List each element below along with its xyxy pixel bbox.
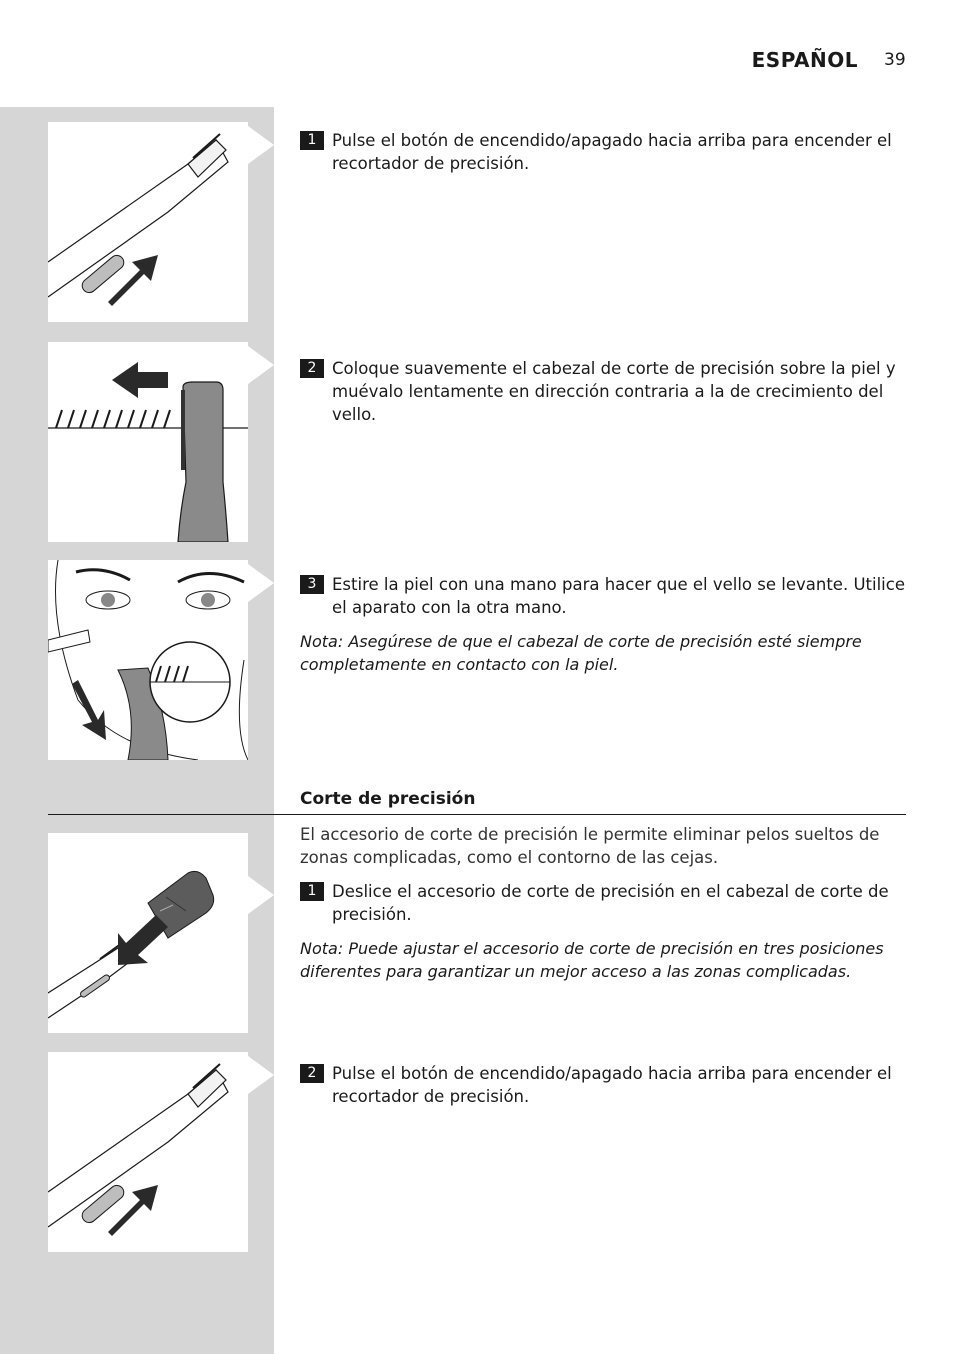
step-number: 1 — [300, 131, 324, 150]
pointer-notch — [248, 876, 274, 914]
pointer-notch — [248, 346, 274, 384]
step-item — [300, 573, 906, 619]
step-text: Pulse el botón de encendido/apagado hacia arriba para encender el recortador de precisión. — [332, 131, 892, 173]
step-item — [300, 129, 906, 175]
step-number: 3 — [300, 575, 324, 594]
section-title: Corte de precisión — [300, 789, 476, 809]
step-text: Coloque suavemente el cabezal de corte de precisión sobre la piel y muévalo lentamente en dirección contraria a la de crecimiento del vello. — [332, 359, 896, 424]
note-contact: Nota: Asegúrese de que el cabezal de corte de precisión esté siempre completamente en contacto con la piel. — [300, 632, 862, 674]
pointer-notch — [248, 126, 274, 164]
illustration-trimmer-switch-on — [48, 122, 248, 322]
step-text: Pulse el botón de encendido/apagado hacia arriba para encender el recortador de precisión. — [332, 1064, 892, 1106]
language-header: ESPAÑOL — [751, 48, 858, 72]
step-item — [300, 357, 906, 426]
illustration-attach-comb — [48, 833, 248, 1033]
pointer-notch — [248, 564, 274, 602]
illustration-trimmer-on-skin — [48, 342, 248, 542]
step-number: 2 — [300, 1064, 324, 1083]
pointer-notch — [248, 1056, 274, 1094]
illustration-stretch-skin — [48, 560, 248, 760]
step-item — [300, 880, 906, 926]
step-text: Deslice el accesorio de corte de precisión en el cabezal de corte de precisión. — [332, 882, 889, 924]
section-intro: El accesorio de corte de precisión le permite eliminar pelos sueltos de zonas complicadas, como el contorno de las cejas. — [300, 825, 880, 867]
step-text: Estire la piel con una mano para hacer que el vello se levante. Utilice el aparato con la otra mano. — [332, 575, 905, 617]
page-number: 39 — [884, 50, 906, 70]
section-divider — [48, 814, 906, 815]
step-number: 2 — [300, 359, 324, 378]
step-item — [300, 1062, 906, 1108]
step-number: 1 — [300, 882, 324, 901]
note-positions: Nota: Puede ajustar el accesorio de corte de precisión en tres posiciones diferentes para garantizar un mejor acceso a las zonas complicadas. — [300, 939, 884, 981]
illustration-trimmer-switch-on-2 — [48, 1052, 248, 1252]
